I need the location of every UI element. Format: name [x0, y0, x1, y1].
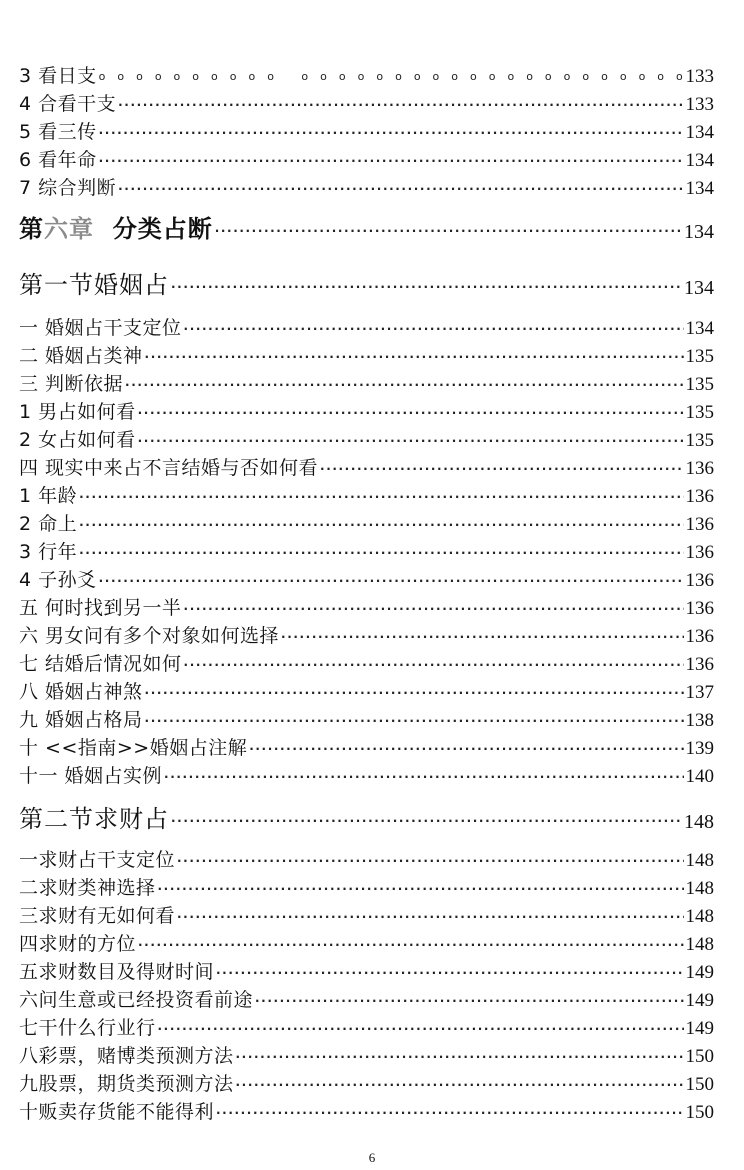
- toc-entry-page: 148: [685, 850, 714, 871]
- toc-entry-label: 4 子孙爻: [19, 569, 97, 591]
- toc-entry-page: 148: [685, 906, 714, 927]
- toc-entry: [19, 510, 714, 536]
- dot-leader: [177, 910, 683, 924]
- toc-entry-page: 136: [685, 542, 714, 563]
- dot-leader: [145, 350, 684, 364]
- toc-entry-page: 134: [685, 178, 714, 199]
- toc-entry-page: 138: [685, 710, 714, 731]
- dot-leader: [125, 378, 683, 392]
- toc-entry-label: 四求财的方位: [19, 933, 137, 955]
- toc-entry-page: 134: [684, 277, 714, 299]
- toc-entry-label: 二 婚姻占类神: [19, 345, 143, 367]
- toc-entry: [19, 958, 714, 984]
- toc-entry-page: 136: [685, 458, 714, 479]
- toc-entry-page: 139: [685, 738, 714, 759]
- toc-entry: [19, 426, 714, 452]
- dot-leader: [164, 770, 683, 784]
- toc-entry-page: 135: [685, 346, 714, 367]
- dot-leader: [79, 518, 683, 532]
- dot-leader: [145, 714, 684, 728]
- dot-leader: [99, 574, 684, 588]
- dot-leader: [236, 1050, 684, 1064]
- toc-entry: [19, 622, 714, 648]
- toc-entry: [19, 706, 714, 732]
- toc-entry-label: 三 判断依据: [19, 373, 124, 395]
- dot-leader: [79, 546, 683, 560]
- toc-entry-page: 136: [685, 654, 714, 675]
- toc-entry-label: 5 看三传: [19, 121, 97, 143]
- toc-entry-label: 十 <<指南>>婚姻占注解: [19, 737, 248, 759]
- toc-entry-label: 六问生意或已经投资看前途: [19, 989, 254, 1011]
- dot-leader: [138, 938, 683, 952]
- section-heading: [19, 264, 714, 300]
- dot-leader: [216, 1106, 683, 1120]
- toc-entry: [19, 370, 714, 396]
- toc-entry-label: 2 女占如何看: [19, 429, 136, 451]
- toc-entry-page: 134: [684, 221, 714, 243]
- section-heading: [19, 798, 714, 834]
- dot-leader: [99, 70, 684, 83]
- toc-entry-page: 135: [685, 430, 714, 451]
- toc-entry-label: 八 婚姻占神煞: [19, 681, 143, 703]
- toc-entry-page: 133: [685, 66, 714, 87]
- toc-entry-page: 150: [685, 1102, 714, 1123]
- dot-leader: [184, 322, 684, 336]
- toc-entry-label: 九股票，期货类预测方法: [19, 1073, 234, 1095]
- toc-entry-label: 三求财有无如何看: [19, 905, 176, 927]
- toc-entry-page: 137: [685, 682, 714, 703]
- dot-leader: [184, 658, 684, 672]
- toc-entry: [19, 874, 714, 900]
- toc-entry-page: 148: [684, 811, 714, 833]
- toc-entry-label: 五求财数目及得财时间: [19, 961, 215, 983]
- toc-entry-page: 134: [685, 122, 714, 143]
- toc-entry: [19, 594, 714, 620]
- toc-entry-page: 140: [685, 766, 714, 787]
- toc-entry: [19, 90, 714, 116]
- toc-entry: [19, 762, 714, 788]
- dot-leader: [320, 462, 683, 476]
- dot-leader: [281, 630, 683, 644]
- toc-entry-page: 135: [685, 374, 714, 395]
- dot-leader: [118, 182, 683, 196]
- toc-entry-label: 五 何时找到另一半: [19, 597, 182, 619]
- page-number: 6: [368, 1150, 376, 1165]
- toc-entry-label: 二求财类神选择: [19, 877, 156, 899]
- toc-entry: [19, 482, 714, 508]
- toc-entry-label: 六 男女问有多个对象如何选择: [19, 625, 280, 647]
- toc-entry: [19, 1070, 714, 1096]
- chapter-title: [19, 209, 213, 244]
- toc-entry-label: 一求财占干支定位: [19, 849, 176, 871]
- chapter-name: 分类占断: [94, 215, 213, 243]
- toc-entry: [19, 846, 714, 872]
- toc-entry: [19, 1042, 714, 1068]
- toc-entry: [19, 454, 714, 480]
- toc-entry: [19, 118, 714, 144]
- toc-entry-label: 2 命上: [19, 513, 78, 535]
- dot-leader: [171, 280, 682, 294]
- toc-entry: [19, 986, 714, 1012]
- toc-entry-label: 3 行年: [19, 541, 78, 563]
- section-title: 第二节求财占: [19, 805, 169, 833]
- toc-entry-page: 149: [685, 962, 714, 983]
- toc-entry: [19, 398, 714, 424]
- dot-leader: [145, 686, 684, 700]
- dot-leader: [236, 1078, 684, 1092]
- toc-entry: [19, 1098, 714, 1124]
- toc-entry: [19, 902, 714, 928]
- dot-leader: [255, 994, 683, 1008]
- toc-entry-label: 3 看日支: [19, 65, 97, 87]
- toc-entry: [19, 566, 714, 592]
- toc-entry-page: 134: [685, 318, 714, 339]
- toc-entry-page: 136: [685, 598, 714, 619]
- toc-entry-label: 1 年龄: [19, 485, 78, 507]
- toc-entry-page: 135: [685, 402, 714, 423]
- dot-leader: [215, 224, 682, 238]
- toc-entry-label: 7 综合判断: [19, 177, 117, 199]
- dot-leader: [158, 1022, 684, 1036]
- toc-entry-page: 149: [685, 990, 714, 1011]
- toc-entry-page: 148: [685, 878, 714, 899]
- toc-entry: [19, 678, 714, 704]
- toc-entry-page: 149: [685, 1018, 714, 1039]
- dot-leader: [171, 814, 682, 828]
- toc-entry-page: 134: [685, 150, 714, 171]
- toc-entry-label: 七 结婚后情况如何: [19, 653, 182, 675]
- toc-entry-label: 4 合看干支: [19, 93, 117, 115]
- toc-entry-label: 九 婚姻占格局: [19, 709, 143, 731]
- toc-entry: [19, 62, 714, 88]
- dot-leader: [216, 966, 683, 980]
- dot-leader: [118, 98, 683, 112]
- toc-entry-label: 一 婚姻占干支定位: [19, 317, 182, 339]
- toc-entry-page: 150: [685, 1046, 714, 1067]
- toc-entry: [19, 342, 714, 368]
- dot-leader: [158, 882, 684, 896]
- dot-leader: [99, 126, 684, 140]
- toc-entry-label: 十一 婚姻占实例: [19, 765, 163, 787]
- dot-leader: [138, 406, 684, 420]
- toc-entry-label: 四 现实中来占不言结婚与否如何看: [19, 457, 319, 479]
- chapter-prefix: 第: [19, 215, 44, 243]
- dot-leader: [177, 854, 683, 868]
- toc-entry-label: 七干什么行业行: [19, 1017, 156, 1039]
- toc-entry: [19, 538, 714, 564]
- toc-entry-page: 136: [685, 514, 714, 535]
- toc-entry: [19, 146, 714, 172]
- toc-entry-page: 136: [685, 626, 714, 647]
- toc-entry: [19, 734, 714, 760]
- toc-entry: [19, 314, 714, 340]
- dot-leader: [99, 154, 684, 168]
- dot-leader: [79, 490, 683, 504]
- dot-leader: [249, 742, 683, 756]
- toc-entry: [19, 930, 714, 956]
- toc-entry: [19, 650, 714, 676]
- toc-entry: [19, 174, 714, 200]
- toc-entry-page: 150: [685, 1074, 714, 1095]
- toc-entry-label: 1 男占如何看: [19, 401, 136, 423]
- toc-entry-label: 6 看年命: [19, 149, 97, 171]
- dot-leader: [138, 434, 684, 448]
- toc-entry-page: 133: [685, 94, 714, 115]
- chapter-number: 六章: [44, 215, 94, 243]
- section-title: 第一节婚姻占: [19, 271, 169, 299]
- toc-entry-page: 136: [685, 570, 714, 591]
- dot-leader: [184, 602, 684, 616]
- chapter-heading: [19, 208, 714, 244]
- toc-entry-label: 八彩票，赌博类预测方法: [19, 1045, 234, 1067]
- toc-entry-page: 136: [685, 486, 714, 507]
- toc-entry-label: 十贩卖存货能不能得利: [19, 1101, 215, 1123]
- toc-entry: [19, 1014, 714, 1040]
- toc-entry-page: 148: [685, 934, 714, 955]
